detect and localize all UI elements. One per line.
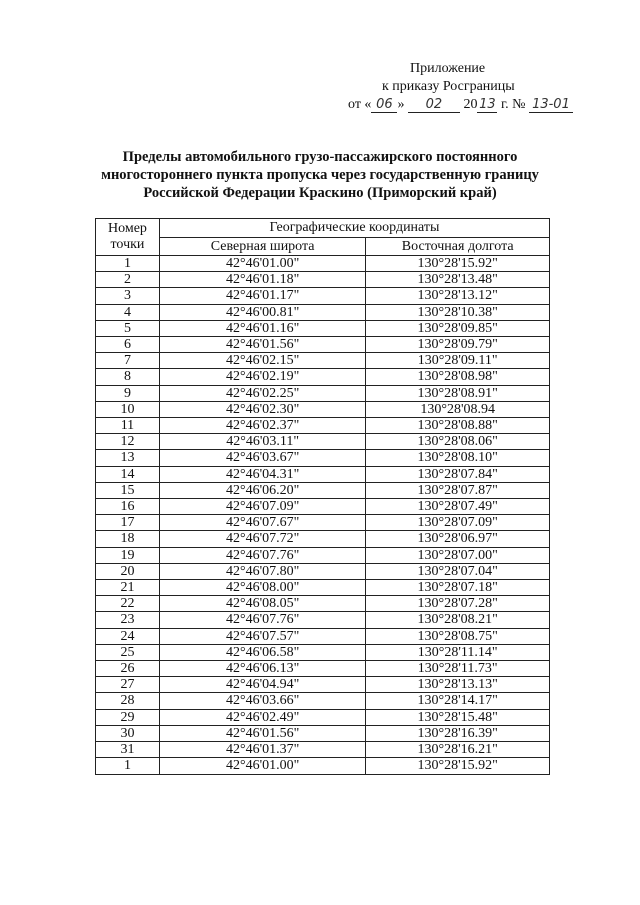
table-row bbox=[96, 531, 550, 547]
latitude-cell: 42°46'06.58" bbox=[159, 644, 365, 660]
longitude-cell: 130°28'13.13" bbox=[366, 677, 550, 693]
point-number-cell: 29 bbox=[96, 709, 160, 725]
point-number-cell: 27 bbox=[96, 677, 160, 693]
latitude-cell: 42°46'07.80" bbox=[159, 563, 365, 579]
point-number-cell: 30 bbox=[96, 725, 160, 741]
point-number-cell: 11 bbox=[96, 418, 160, 434]
table-row bbox=[96, 482, 550, 498]
latitude-cell: 42°46'04.94" bbox=[159, 677, 365, 693]
title-line-1: Пределы автомобильного грузо-пассажирского постоянного bbox=[122, 149, 518, 165]
point-number-cell: 26 bbox=[96, 661, 160, 677]
appendix-date-number bbox=[348, 96, 573, 114]
longitude-cell: 130°28'07.87" bbox=[366, 482, 550, 498]
longitude-cell: 130°28'07.28" bbox=[366, 596, 550, 612]
point-number-cell: 28 bbox=[96, 693, 160, 709]
longitude-cell: 130°28'09.11" bbox=[366, 353, 550, 369]
title-line-2: многостороннего пункта пропуска через государственную границу bbox=[101, 167, 539, 183]
latitude-cell: 42°46'01.37" bbox=[159, 742, 365, 758]
table-row bbox=[96, 515, 550, 531]
latitude-cell: 42°46'03.11" bbox=[159, 434, 365, 450]
latitude-cell: 42°46'07.72" bbox=[159, 531, 365, 547]
table-row bbox=[96, 628, 550, 644]
table-row bbox=[96, 677, 550, 693]
point-number-cell: 15 bbox=[96, 482, 160, 498]
latitude-cell: 42°46'01.56" bbox=[159, 725, 365, 741]
point-number-cell: 22 bbox=[96, 596, 160, 612]
latitude-cell: 42°46'07.67" bbox=[159, 515, 365, 531]
point-number-cell: 5 bbox=[96, 320, 160, 336]
table-row bbox=[96, 709, 550, 725]
order-number: 13-01 bbox=[529, 98, 573, 113]
longitude-cell: 130°28'15.92" bbox=[366, 758, 550, 774]
table-row bbox=[96, 758, 550, 774]
latitude-cell: 42°46'01.00" bbox=[159, 758, 365, 774]
longitude-cell: 130°28'08.91" bbox=[366, 385, 550, 401]
table-row bbox=[96, 353, 550, 369]
header-point-number: Номер точки bbox=[96, 219, 160, 256]
longitude-cell: 130°28'07.00" bbox=[366, 547, 550, 563]
longitude-cell: 130°28'13.48" bbox=[366, 272, 550, 288]
longitude-cell: 130°28'11.73" bbox=[366, 661, 550, 677]
table-row bbox=[96, 725, 550, 741]
point-number-cell: 6 bbox=[96, 337, 160, 353]
latitude-cell: 42°46'07.76" bbox=[159, 612, 365, 628]
table-row bbox=[96, 563, 550, 579]
point-number-cell: 17 bbox=[96, 515, 160, 531]
longitude-cell: 130°28'08.88" bbox=[366, 418, 550, 434]
table-row bbox=[96, 644, 550, 660]
point-number-cell: 7 bbox=[96, 353, 160, 369]
latitude-cell: 42°46'01.00" bbox=[159, 256, 365, 272]
appendix-order-ref: к приказу Росграницы bbox=[382, 79, 515, 94]
table-row bbox=[96, 320, 550, 336]
latitude-cell: 42°46'08.05" bbox=[159, 596, 365, 612]
latitude-cell: 42°46'01.56" bbox=[159, 337, 365, 353]
table-row bbox=[96, 612, 550, 628]
document-title bbox=[90, 148, 550, 202]
latitude-cell: 42°46'08.00" bbox=[159, 580, 365, 596]
longitude-cell: 130°28'09.85" bbox=[366, 320, 550, 336]
latitude-cell: 42°46'06.13" bbox=[159, 661, 365, 677]
longitude-cell: 130°28'07.49" bbox=[366, 499, 550, 515]
point-number-cell: 19 bbox=[96, 547, 160, 563]
point-number-cell: 8 bbox=[96, 369, 160, 385]
longitude-cell: 130°28'08.98" bbox=[366, 369, 550, 385]
year-unit: г. № bbox=[500, 97, 526, 112]
latitude-cell: 42°46'02.19" bbox=[159, 369, 365, 385]
table-row bbox=[96, 547, 550, 563]
title-line-3: Российской Федерации Краскино (Приморский край) bbox=[143, 185, 497, 201]
year-prefix: 20 bbox=[463, 97, 478, 112]
point-number-cell: 16 bbox=[96, 499, 160, 515]
table-row bbox=[96, 369, 550, 385]
date-month: 02 bbox=[408, 98, 460, 113]
table-row bbox=[96, 434, 550, 450]
longitude-cell: 130°28'10.38" bbox=[366, 304, 550, 320]
latitude-cell: 42°46'04.31" bbox=[159, 466, 365, 482]
latitude-cell: 42°46'02.15" bbox=[159, 353, 365, 369]
longitude-cell: 130°28'07.18" bbox=[366, 580, 550, 596]
year-suffix: 13 bbox=[479, 97, 496, 112]
latitude-cell: 42°46'03.67" bbox=[159, 450, 365, 466]
table-row bbox=[96, 466, 550, 482]
point-number-cell: 1 bbox=[96, 256, 160, 272]
point-number-cell: 2 bbox=[96, 272, 160, 288]
table-body bbox=[96, 256, 550, 775]
longitude-cell: 130°28'07.09" bbox=[366, 515, 550, 531]
table-row bbox=[96, 418, 550, 434]
table-row bbox=[96, 596, 550, 612]
point-number-cell: 10 bbox=[96, 401, 160, 417]
latitude-cell: 42°46'02.37" bbox=[159, 418, 365, 434]
table-row bbox=[96, 742, 550, 758]
longitude-cell: 130°28'11.14" bbox=[366, 644, 550, 660]
longitude-cell: 130°28'16.39" bbox=[366, 725, 550, 741]
table-row bbox=[96, 401, 550, 417]
header-latitude: Северная широта bbox=[159, 237, 365, 256]
date-prefix: от « bbox=[348, 97, 372, 112]
latitude-cell: 42°46'03.66" bbox=[159, 693, 365, 709]
table-row bbox=[96, 385, 550, 401]
longitude-cell: 130°28'16.21" bbox=[366, 742, 550, 758]
point-number-cell: 18 bbox=[96, 531, 160, 547]
point-number-cell: 9 bbox=[96, 385, 160, 401]
point-number-cell: 20 bbox=[96, 563, 160, 579]
table-row bbox=[96, 304, 550, 320]
point-number-cell: 21 bbox=[96, 580, 160, 596]
table-row bbox=[96, 256, 550, 272]
longitude-cell: 130°28'08.21" bbox=[366, 612, 550, 628]
header-longitude: Восточная долгота bbox=[366, 237, 550, 256]
point-number-cell: 4 bbox=[96, 304, 160, 320]
point-number-cell: 1 bbox=[96, 758, 160, 774]
latitude-cell: 42°46'07.76" bbox=[159, 547, 365, 563]
table-row bbox=[96, 580, 550, 596]
header-coordinates: Географические координаты bbox=[159, 219, 549, 238]
latitude-cell: 42°46'02.25" bbox=[159, 385, 365, 401]
point-number-cell: 23 bbox=[96, 612, 160, 628]
longitude-cell: 130°28'08.10" bbox=[366, 450, 550, 466]
date-mid: » bbox=[397, 97, 405, 112]
latitude-cell: 42°46'00.81" bbox=[159, 304, 365, 320]
longitude-cell: 130°28'14.17" bbox=[366, 693, 550, 709]
latitude-cell: 42°46'07.57" bbox=[159, 628, 365, 644]
table-row bbox=[96, 499, 550, 515]
table-row bbox=[96, 661, 550, 677]
longitude-cell: 130°28'07.84" bbox=[366, 466, 550, 482]
table-row bbox=[96, 272, 550, 288]
longitude-cell: 130°28'07.04" bbox=[366, 563, 550, 579]
latitude-cell: 42°46'01.17" bbox=[159, 288, 365, 304]
table-row bbox=[96, 693, 550, 709]
point-number-cell: 24 bbox=[96, 628, 160, 644]
table-row bbox=[96, 337, 550, 353]
coordinates-table bbox=[95, 218, 550, 775]
point-number-cell: 12 bbox=[96, 434, 160, 450]
date-day: 06 bbox=[371, 98, 397, 113]
table-row bbox=[96, 288, 550, 304]
latitude-cell: 42°46'01.18" bbox=[159, 272, 365, 288]
latitude-cell: 42°46'02.30" bbox=[159, 401, 365, 417]
longitude-cell: 130°28'09.79" bbox=[366, 337, 550, 353]
latitude-cell: 42°46'07.09" bbox=[159, 499, 365, 515]
point-number-cell: 14 bbox=[96, 466, 160, 482]
longitude-cell: 130°28'15.48" bbox=[366, 709, 550, 725]
latitude-cell: 42°46'02.49" bbox=[159, 709, 365, 725]
longitude-cell: 130°28'13.12" bbox=[366, 288, 550, 304]
latitude-cell: 42°46'01.16" bbox=[159, 320, 365, 336]
appendix-label: Приложение bbox=[410, 61, 486, 76]
point-number-cell: 3 bbox=[96, 288, 160, 304]
longitude-cell: 130°28'08.06" bbox=[366, 434, 550, 450]
point-number-cell: 31 bbox=[96, 742, 160, 758]
longitude-cell: 130°28'15.92" bbox=[366, 256, 550, 272]
longitude-cell: 130°28'08.94 bbox=[366, 401, 550, 417]
table-row bbox=[96, 450, 550, 466]
longitude-cell: 130°28'08.75" bbox=[366, 628, 550, 644]
point-number-cell: 25 bbox=[96, 644, 160, 660]
longitude-cell: 130°28'06.97" bbox=[366, 531, 550, 547]
latitude-cell: 42°46'06.20" bbox=[159, 482, 365, 498]
point-number-cell: 13 bbox=[96, 450, 160, 466]
